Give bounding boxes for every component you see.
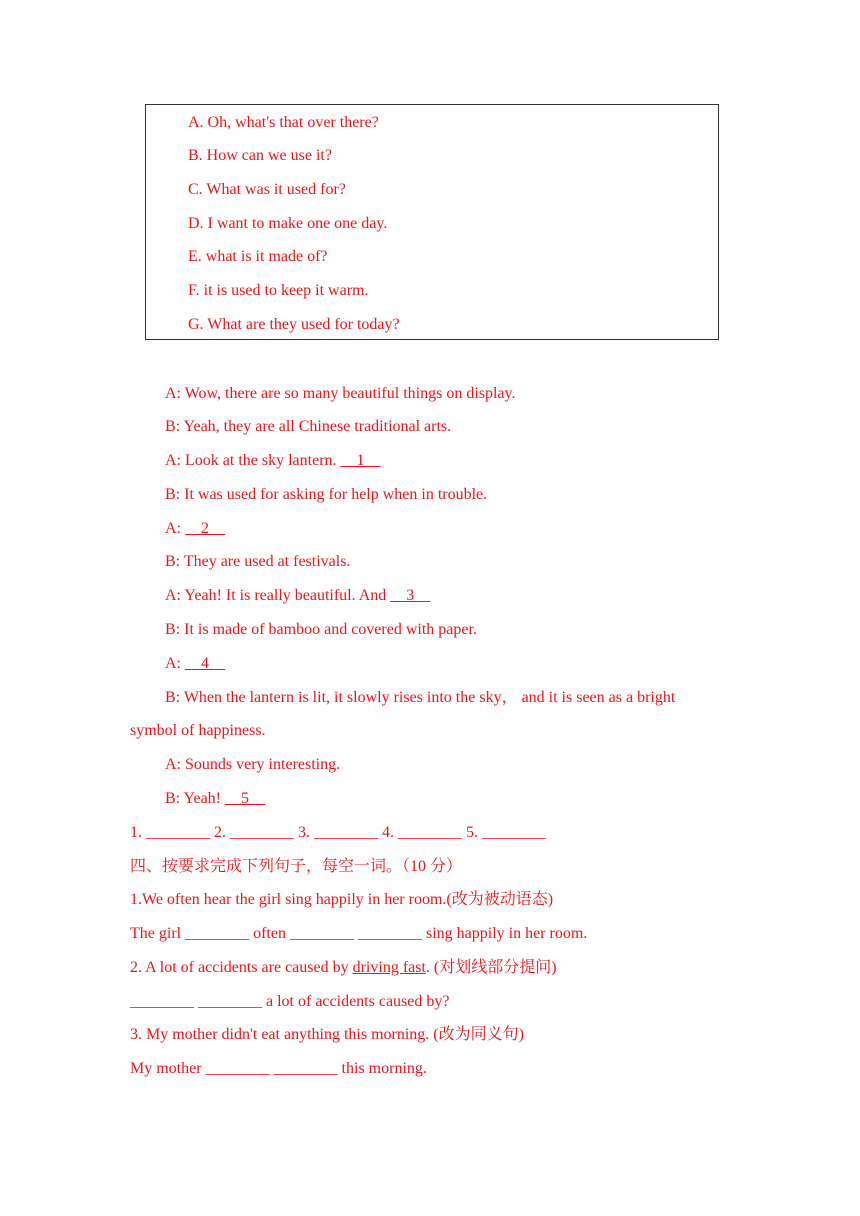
dialogue-line: B: They are used at festivals. <box>165 553 351 570</box>
question-text: . (对划线部分提问) <box>425 959 557 976</box>
dialogue-text: A: Yeah! It is really beautiful. And <box>165 587 391 604</box>
dialogue-line <box>165 654 225 674</box>
option-g: G. What are they used for today? <box>188 316 400 333</box>
option-b: B. How can we use it? <box>188 147 332 164</box>
section-heading: 四、按要求完成下列句子，每空一词。（10 分） <box>130 858 463 875</box>
option-d: D. I want to make one one day. <box>188 215 388 232</box>
blank-4: __4__ <box>185 655 225 672</box>
blank-3: __3__ <box>390 587 431 604</box>
underlined-phrase: driving fast <box>352 959 426 976</box>
answer-line-3: My mother ________ ________ this morning. <box>130 1060 427 1077</box>
answer-line-1: The girl ________ often ________ ________ sing happily in her room. <box>130 925 588 942</box>
dialogue-line: A: Sounds very interesting. <box>165 756 341 773</box>
dialogue-text: A: Look at the sky lantern. <box>165 452 341 469</box>
question-2 <box>130 958 557 978</box>
answer-line-2: ________ ________ a lot of accidents caused by? <box>130 993 450 1010</box>
blank-2: __2__ <box>185 520 225 537</box>
dialogue-line <box>165 519 225 539</box>
dialogue-text: A: <box>165 655 185 672</box>
option-a: A. Oh, what's that over there? <box>188 114 379 131</box>
dialogue-line <box>165 789 265 809</box>
dialogue-line: B: It was used for asking for help when in trouble. <box>165 486 488 503</box>
option-c: C. What was it used for? <box>188 181 346 198</box>
dialogue-line: B: Yeah, they are all Chinese traditional arts. <box>165 418 452 435</box>
dialogue-line-continued: symbol of happiness. <box>130 722 266 739</box>
option-e: E. what is it made of? <box>188 248 328 265</box>
dialogue-line: A: Wow, there are so many beautiful things on display. <box>165 385 516 402</box>
question-1: 1.We often hear the girl sing happily in her room.(改为被动语态) <box>130 891 554 908</box>
blank-1: __1__ <box>340 452 381 469</box>
dialogue-text: B: Yeah! <box>165 790 226 807</box>
dialogue-text: A: <box>165 520 185 537</box>
dialogue-line: B: When the lantern is lit, it slowly rises into the sky， and it is seen as a bright <box>165 689 676 706</box>
dialogue-line <box>165 586 430 606</box>
option-f: F. it is used to keep it warm. <box>188 282 369 299</box>
question-text: 2. A lot of accidents are caused by <box>130 959 353 976</box>
dialogue-line <box>165 451 381 471</box>
blank-5: __5__ <box>225 790 266 807</box>
answer-blanks: 1. ________ 2. ________ 3. ________ 4. ________ 5. ________ <box>130 824 546 841</box>
question-3: 3. My mother didn't eat anything this morning. (改为同义句) <box>130 1026 524 1043</box>
dialogue-line: B: It is made of bamboo and covered with paper. <box>165 621 477 638</box>
